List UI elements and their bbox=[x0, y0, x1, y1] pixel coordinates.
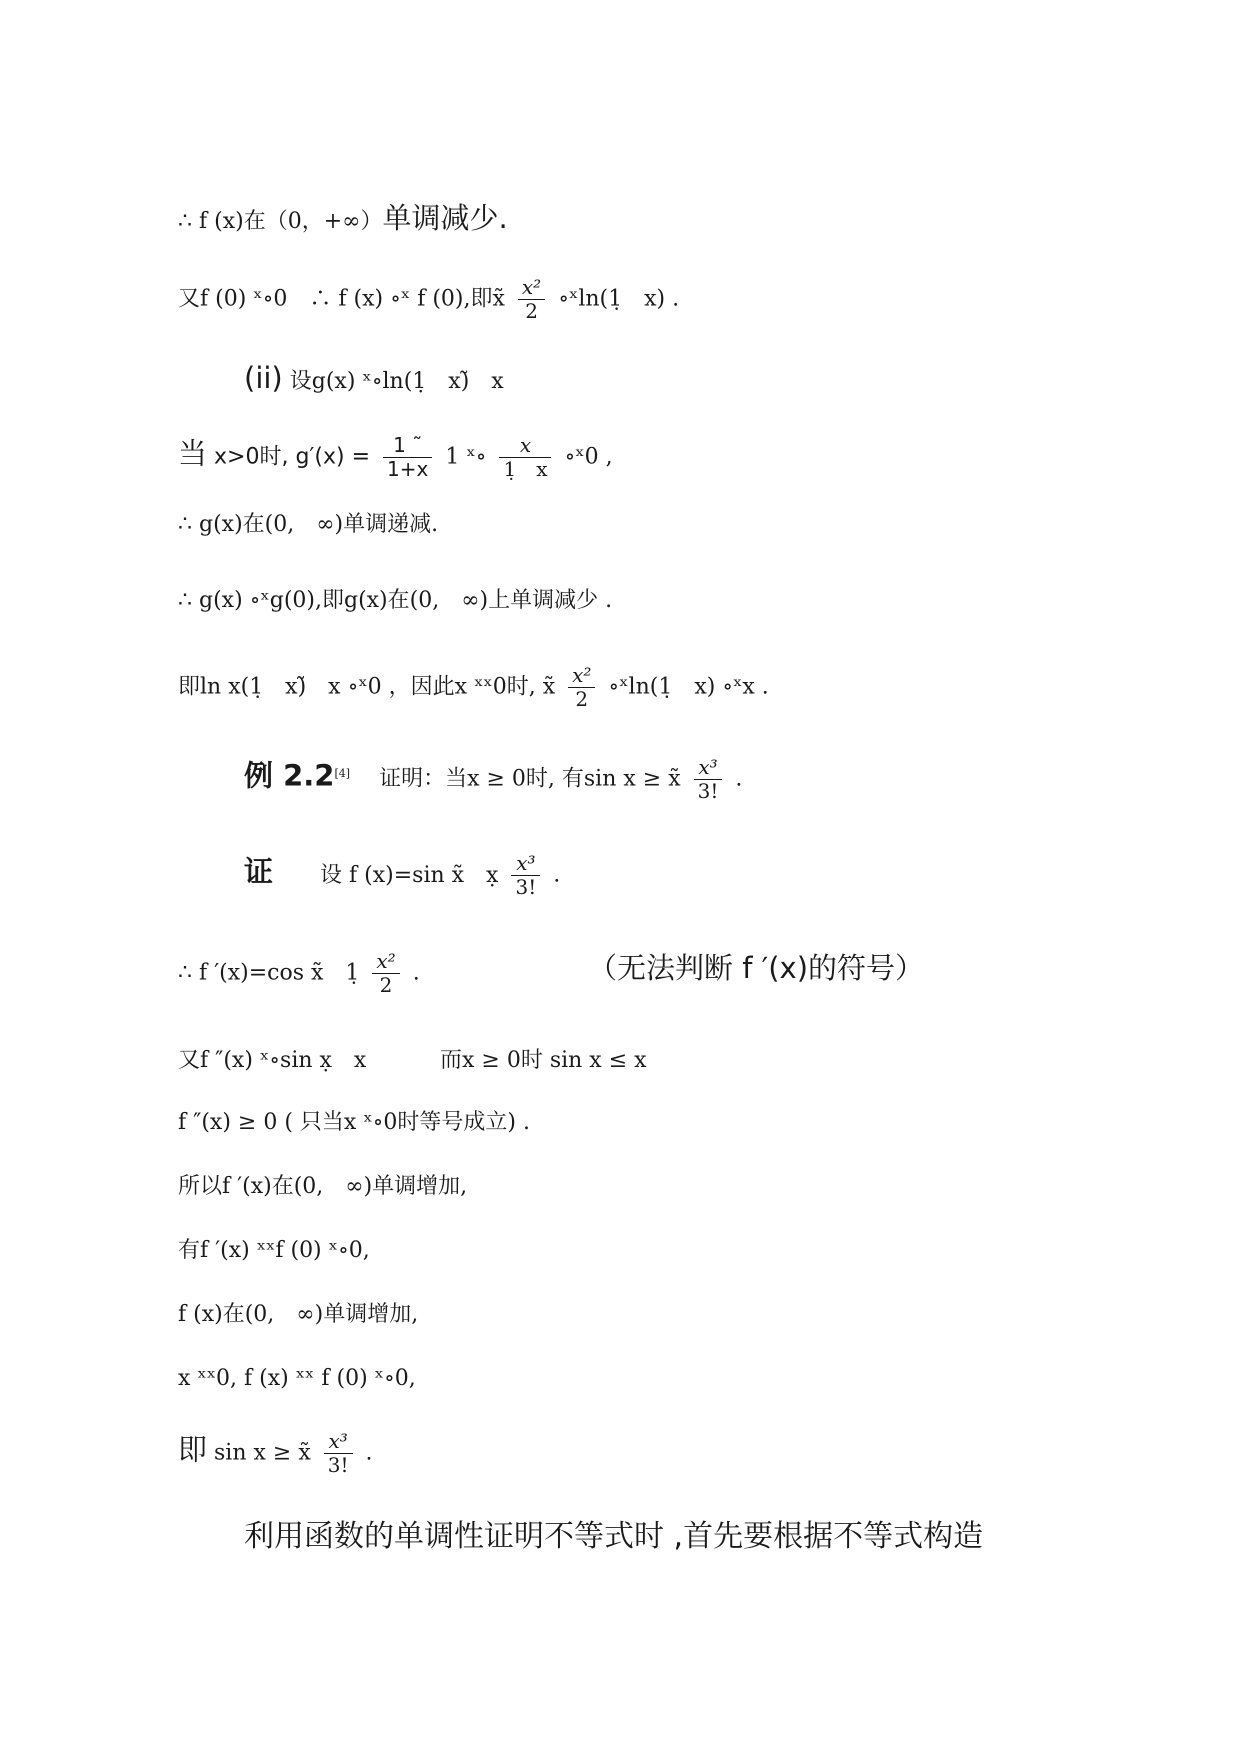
line-5-text: ∴ g(x)在(0, ∞)单调递减 bbox=[178, 512, 432, 537]
fraction bbox=[372, 950, 399, 997]
fraction bbox=[568, 664, 595, 711]
line-2 bbox=[178, 276, 679, 323]
line-9 bbox=[244, 852, 560, 899]
line-3-text: 设g(x) ˣ∘ln(1̣ x)̃ x bbox=[289, 369, 504, 394]
citation-ref: [4] bbox=[334, 767, 351, 781]
line-17-lead: 即 bbox=[178, 1432, 208, 1467]
line-16-text: x ˣˣ0, f (x) ˣˣ f (0) ˣ∘0, bbox=[178, 1366, 416, 1391]
line-12-text: f ″(x) ≥ 0 ( 只当x ˣ∘0时等号成立) . bbox=[178, 1110, 530, 1135]
fraction bbox=[518, 276, 545, 323]
denominator: 3! bbox=[515, 875, 537, 899]
numerator: x³ bbox=[694, 756, 723, 780]
line-11-text: 又f ″(x) ˣ∘sin x̣ x bbox=[178, 1048, 367, 1073]
line-9-text: 设 f (x)=sin x̃ x̣ bbox=[320, 862, 499, 888]
line-10-post: . bbox=[412, 960, 420, 986]
line-17-post: . bbox=[365, 1440, 373, 1466]
line-15 bbox=[178, 1304, 418, 1326]
line-5-post: . bbox=[431, 512, 439, 537]
line-6 bbox=[178, 590, 612, 612]
line-4 bbox=[178, 434, 613, 481]
line-2-post: ∘ˣln(1̣ x) . bbox=[558, 286, 680, 312]
line-7 bbox=[178, 664, 769, 711]
line-6-text: ∴ g(x) ∘ˣg(0),即g(x)在(0, ∞)上单调减少 . bbox=[178, 588, 613, 613]
numerator: x² bbox=[372, 950, 399, 974]
example-label: 例 2.2 bbox=[244, 758, 335, 793]
line-17-text: sin x ≥ x̃ bbox=[207, 1440, 311, 1466]
line-8 bbox=[244, 756, 742, 803]
denominator: 3! bbox=[327, 1453, 349, 1477]
line-5 bbox=[178, 514, 438, 536]
denominator: 2 bbox=[525, 299, 538, 323]
case-label: (ii) bbox=[244, 361, 283, 395]
line-4-text-3: ∘ˣ0 , bbox=[564, 444, 613, 470]
line-8-text: 证明：当x ≥ 0时, 有sin x ≥ x̃ bbox=[357, 766, 681, 792]
line-15-text: f (x)在(0, ∞)单调增加, bbox=[178, 1302, 419, 1327]
line-13 bbox=[178, 1176, 467, 1198]
line-16 bbox=[178, 1368, 416, 1390]
numerator: x² bbox=[518, 276, 545, 300]
numerator: x³ bbox=[324, 1430, 353, 1454]
line-17 bbox=[178, 1430, 373, 1477]
line-1-post: 单调减少. bbox=[382, 201, 508, 235]
line-10-text: ∴ f ′(x)=cos x̃ 1̣ bbox=[178, 960, 360, 986]
proof-label: 证 bbox=[244, 854, 274, 889]
fraction bbox=[694, 756, 723, 803]
line-10 bbox=[178, 950, 420, 997]
fraction bbox=[499, 434, 551, 481]
line-13-text: 所以f ′(x)在(0, ∞)单调增加, bbox=[178, 1174, 468, 1199]
numerator: x³ bbox=[511, 852, 540, 876]
fraction bbox=[511, 852, 540, 899]
line-7-text: 即ln x(1̣ x)̃ x ∘ˣ0 ，因此x ˣˣ0时, x̃ bbox=[178, 674, 556, 700]
line-9-post: . bbox=[553, 862, 561, 888]
denominator: 1+x bbox=[387, 457, 429, 481]
line-8-post: . bbox=[735, 766, 743, 792]
line-4-text-2: 1 ˣ∘ bbox=[445, 444, 487, 470]
line-1-text: ∴ f (x)在（0，+∞） bbox=[178, 209, 383, 234]
line-18 bbox=[244, 1519, 984, 1554]
line-3 bbox=[244, 361, 504, 395]
line-12 bbox=[178, 1112, 530, 1134]
line-7-post: ∘ˣln(1̣ x) ∘ˣx . bbox=[608, 674, 769, 700]
denominator: 1̣ x bbox=[503, 457, 548, 481]
line-11-right: 而x ≥ 0时 sin x ≤ x bbox=[440, 1048, 647, 1073]
line-11 bbox=[178, 1050, 366, 1072]
line-4-lead: 当 bbox=[178, 436, 208, 471]
line-1 bbox=[178, 201, 508, 235]
line-4-text: x>0时, g′(x) = bbox=[207, 444, 371, 470]
line-10-note: （无法判断 f ′(x)的符号） bbox=[588, 951, 925, 985]
numerator: x bbox=[499, 434, 551, 458]
line-2-text: 又f (0) ˣ∘0 ∴ f (x) ∘ˣ f (0),即x̃ bbox=[178, 286, 505, 312]
line-18-text: 利用函数的单调性证明不等式时 ,首先要根据不等式构造 bbox=[244, 1519, 984, 1554]
line-14-text: 有f ′(x) ˣˣf (0) ˣ∘0, bbox=[178, 1238, 370, 1263]
denominator: 2 bbox=[575, 687, 589, 711]
numerator: 1 ˜ bbox=[383, 434, 432, 458]
fraction bbox=[324, 1430, 353, 1477]
denominator: 3! bbox=[697, 779, 719, 803]
line-14 bbox=[178, 1240, 370, 1262]
fraction bbox=[383, 434, 432, 481]
numerator: x² bbox=[568, 664, 595, 688]
denominator: 2 bbox=[379, 973, 393, 997]
